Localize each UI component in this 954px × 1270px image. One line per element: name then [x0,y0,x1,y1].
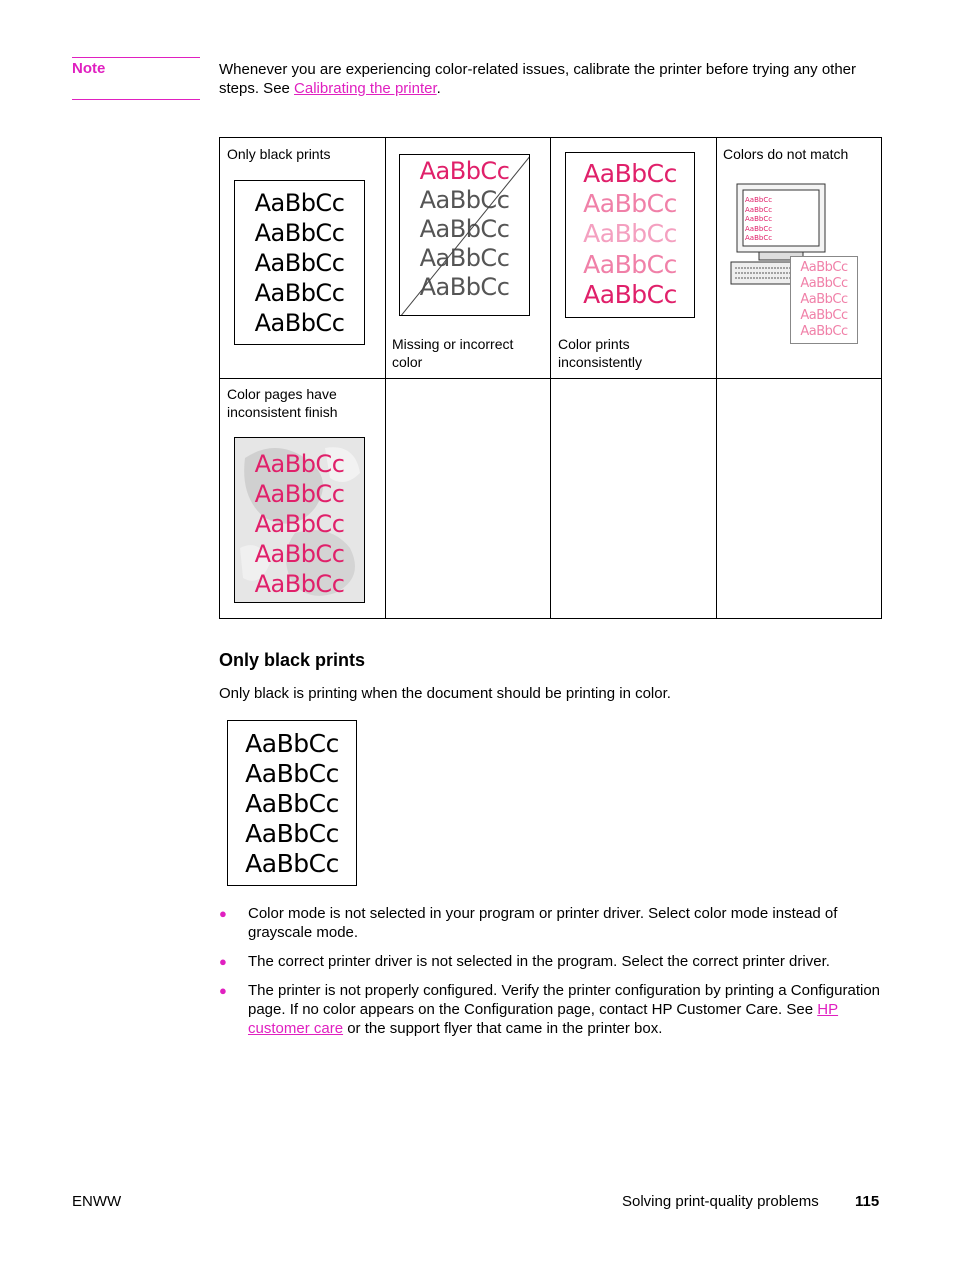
sample-inconsistent-finish [234,437,365,603]
sample-line: AaBbCc [419,244,510,272]
sample-line: AaBbCc [800,292,848,307]
sample-line: AaBbCc [745,205,773,214]
note-text-after: . [436,80,441,97]
note-label: Note [72,60,106,77]
section-intro: Only black is printing when the document should be printing in color. [219,685,671,702]
sample-line: AaBbCc [254,480,345,508]
sample-line: AaBbCc [254,219,345,247]
footer-left: ENWW [72,1193,122,1210]
sample-line: AaBbCc [583,159,677,188]
sample-line: AaBbCc [745,224,773,233]
sample-inconsistent-color [565,152,695,318]
sample-line: AaBbCc [800,260,848,275]
sample-line: AaBbCc [254,450,345,478]
bullet-text: The correct printer driver is not selected in the program. Select the correct printer driver. [248,953,830,970]
bullet-text-after: or the support flyer that came in the printer box. [343,1020,663,1037]
sample-line: AaBbCc [245,819,339,848]
sample-line: AaBbCc [419,186,510,214]
note-top-rule [72,57,200,58]
sample-line: AaBbCc [583,219,677,248]
bullet-item [219,981,884,1038]
sample-line: AaBbCc [419,273,510,301]
cell-caption-only-black: Only black prints [227,146,331,162]
footer-section: Solving print-quality problems [622,1193,819,1210]
cell-caption-inconsistent-color: Color prints inconsistently [558,336,643,370]
printed-page-mismatch [790,256,858,344]
note-bottom-rule [72,99,200,100]
sample-line: AaBbCc [745,234,773,242]
sample-line: AaBbCc [254,309,345,337]
sample-only-black [234,180,365,345]
bullet-item [219,904,884,942]
bullet-item [219,952,884,971]
sample-line: AaBbCc [583,189,677,218]
sample-line: AaBbCc [254,570,345,598]
sample-line: AaBbCc [583,280,677,309]
sample-line: AaBbCc [245,729,339,758]
sample-line: AaBbCc [800,324,848,339]
bullet-text [248,981,884,1038]
sample-line: AaBbCc [245,759,339,788]
sample-line: AaBbCc [800,308,848,323]
monitor-screen-text [745,196,815,244]
bullet-text-before: The printer is not properly configured. Verify the printer configuration by printing a Configuration page. If no color appears on the Configuration page, contact HP Customer Care. See [248,982,881,1018]
note-text-before: Whenever you are experiencing color-related issues, calibrate the printer before trying any other steps. See [219,61,857,97]
bullet-dot-icon: ● [219,983,227,998]
sample-line: AaBbCc [745,196,773,204]
sample-line: AaBbCc [245,789,339,818]
sample-line: AaBbCc [254,249,345,277]
sample-line: AaBbCc [245,849,339,878]
sample-missing-color [399,154,530,316]
bullet-dot-icon: ● [219,954,227,969]
bullet-text: Color mode is not selected in your program or printer driver. Select color mode instead of grayscale mode. [248,905,838,941]
cell-caption-colors-mismatch: Colors do not match [723,146,849,162]
sample-line: AaBbCc [745,215,773,223]
sample-line: AaBbCc [800,276,848,291]
hp-customer-care-link[interactable]: HP customer care [248,1001,839,1037]
sample-line: AaBbCc [419,215,510,243]
note-text [219,60,879,98]
bullet-dot-icon: ● [219,906,227,921]
sample-line: AaBbCc [583,250,677,279]
sample-line: AaBbCc [254,510,345,538]
calibrating-printer-link[interactable]: Calibrating the printer [294,80,437,97]
sample-only-black-large [227,720,357,886]
grid-divider [220,378,881,379]
sample-line: AaBbCc [254,189,345,217]
cell-caption-inconsistent-finish: Color pages have inconsistent finish [227,386,338,420]
page-number: 115 [855,1193,880,1210]
cell-caption-missing-color: Missing or incorrect color [392,336,514,370]
sample-line: AaBbCc [254,540,345,568]
diagonal-split-graphic [400,155,530,316]
sample-line: AaBbCc [419,157,510,185]
section-title: Only black prints [219,650,366,670]
sample-line: AaBbCc [254,279,345,307]
